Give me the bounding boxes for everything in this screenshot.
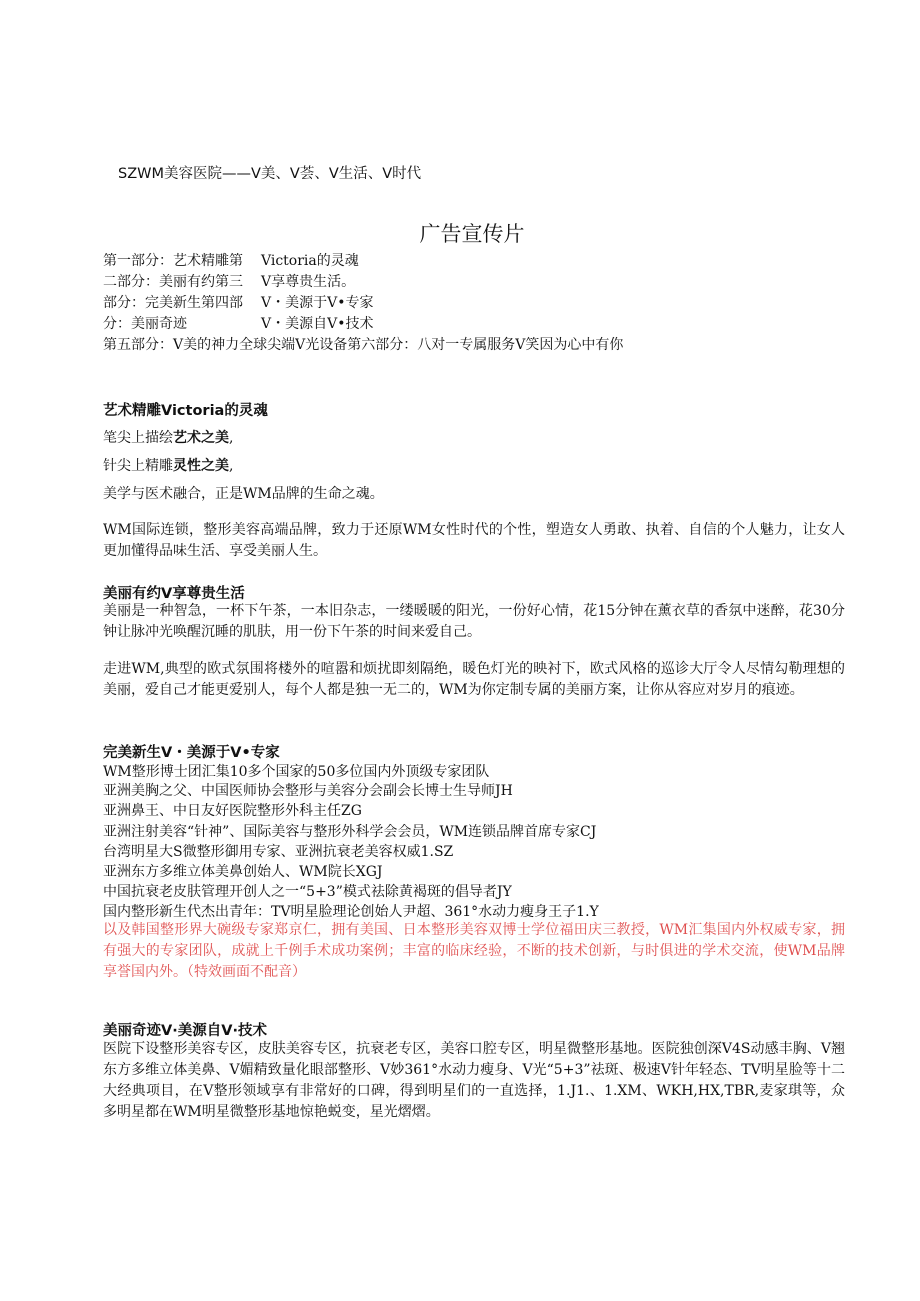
line2-suffix: , (229, 458, 234, 474)
expert-line: 台湾明星大S微整形御用专家、亚洲抗衰老美容权威1.SZ (103, 844, 454, 860)
toc-row1-right: Victoria的灵魂 (261, 253, 359, 269)
section3-title: 完美新生V・美源于V•专家 (103, 745, 280, 761)
line1-suffix: , (229, 430, 234, 446)
section1-line2 (103, 455, 233, 475)
toc-row5: 第五部分：V美的神力全球尖端V光设备第六部分：八对一专属服务V笑因为心中有你 (103, 337, 624, 353)
line2-prefix: 针尖上精雕 (103, 458, 173, 474)
section2-title: 美丽有约V享尊贵生活 (103, 586, 245, 602)
section2-paragraph2: 走进WM,典型的欧式氛围将楼外的喧嚣和烦扰即刻隔绝，暖色灯光的映衬下，欧式风格的巡诊大厅令人尽情勾勒理想的美丽，爱自己才能更爱别人，每个人都是独一无二的，WM为你定制专属的美丽方案，让你从容应对岁月的痕迹。 (103, 661, 845, 698)
expert-line: 国内整形新生代杰出青年：TV明星脸理论创始人尹超、361°水动力瘦身王子1.Y (103, 904, 599, 920)
page-title: 广告宣传片 (419, 222, 525, 246)
expert-line: 亚洲美胸之父、中国医师协会整形与美容分会副会长博士生导师JH (103, 783, 513, 799)
toc-row4-right: V・美源自V•技术 (261, 316, 374, 332)
section3-red-paragraph: 以及韩国整形界大碗级专家郑京仁，拥有美国、日本整形美容双博士学位福田庆三教授，WM汇集国内外权威专家，拥有强大的专家团队，成就上千例手术成功案例；丰富的临床经验，不断的技术创新，与时俱进的学术交流，使WM品牌享誉国内外。（特效画面不配音） (103, 922, 845, 980)
section1-paragraph: WM国际连锁，整形美容高端品牌，致力于还原WM女性时代的个性，塑造女人勇敢、执着、自信的个人魅力，让女人更加懂得品味生活、享受美丽人生。 (103, 522, 845, 559)
expert-line: WM整形博士团汇集10多个国家的50多位国内外顶级专家团队 (103, 764, 490, 780)
expert-line: 亚洲注射美容“针神”、国际美容与整形外科学会会员，WM连锁品牌首席专家CJ (103, 824, 597, 840)
section4-paragraph: 医院下设整形美容专区，皮肤美容专区，抗衰老专区，美容口腔专区，明星微整形基地。医院独创深V4S动感丰胸、V翘东方多维立体美鼻、V媚精致量化眼部整形、V妙361°水动力瘦身、V光“5+3”祛斑、极速V针年轻态、TV明星脸等十二大经典项目，在V整形领域享有非常好的口碑，得到明星们的一直选择，1.J1.、1.XM、WKH,HX,TBR,麦家琪等，众多明星都在WM明星微整形基地惊艳蜕变，星光熠熠。 (103, 1041, 845, 1120)
toc-row2-left: 二部分：美丽有约第三 (103, 274, 243, 290)
section1-line3: 美学与医术融合，正是WM品牌的生命之魂。 (103, 486, 384, 502)
expert-line: 亚洲鼻王、中日友好医院整形外科主任ZG (103, 803, 362, 819)
line1-emphasis: 艺术之美 (173, 430, 229, 446)
line1-prefix: 笔尖上描绘 (103, 430, 173, 446)
expert-line: 中国抗衰老皮肤管理开创人之一“5+3”模式祛除黄褐斑的倡导者JY (103, 884, 512, 900)
line2-emphasis: 灵性之美 (173, 458, 229, 474)
toc-row3-left: 部分：完美新生第四部 (103, 295, 243, 311)
document-header: SZWM美容医院——V美、V荟、V生活、V时代 (118, 166, 422, 182)
section1-line1 (103, 427, 233, 447)
toc-row4-left: 分：美丽奇迹 (103, 316, 187, 332)
section2-paragraph1: 美丽是一种智急，一杯下午茶，一本旧杂志，一缕暖暖的阳光，一份好心情，花15分钟在薰衣草的香氛中迷醉，花30分钟让脉冲光唤醒沉睡的肌肤，用一份下午茶的时间来爱自己。 (103, 603, 845, 640)
section1-title: 艺术精雕Victoria的灵魂 (103, 403, 268, 419)
toc-row1-left: 第一部分：艺术精雕第 (103, 253, 243, 269)
expert-line: 亚洲东方多维立体美鼻创始人、WM院长XGJ (103, 864, 383, 880)
section4-title: 美丽奇迹V·美源自V·技术 (103, 1023, 267, 1039)
toc-row3-right: V・美源于V•专家 (261, 295, 374, 311)
toc-row2-right: V享尊贵生活。 (261, 274, 356, 290)
